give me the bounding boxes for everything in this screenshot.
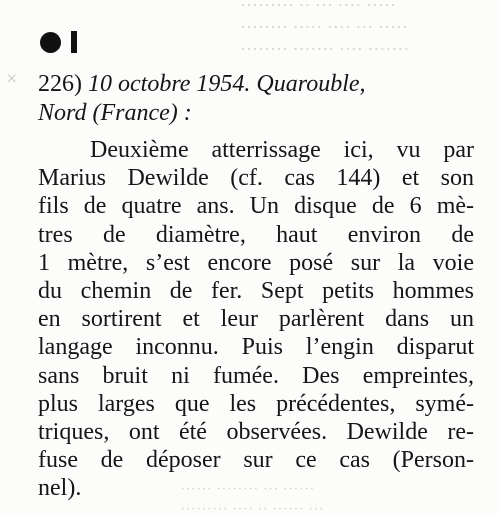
margin-mark-icon: ×: [6, 68, 18, 90]
text-line: en sortirent et leur parlèrent dans un: [38, 306, 474, 333]
case-region: Nord (France) :: [38, 100, 192, 126]
text-line: tres de diamètre, haut environ de: [38, 221, 474, 248]
case-date: 10 octobre 1954.: [88, 71, 251, 97]
case-number: 226): [38, 71, 82, 97]
text-line: triques, ont été observées. Dewilde re-: [38, 419, 474, 446]
text-line: Marius Dewilde (cf. cas 144) et son: [38, 165, 474, 192]
case-description: [38, 136, 474, 503]
text-line: Deuxième atterrissage ici, vu par: [90, 137, 474, 163]
case-heading: [38, 70, 474, 128]
text-line: fils de quatre ans. Un disque de 6 mè-: [38, 193, 474, 220]
text-line: langage inconnu. Puis l’engin disparut: [38, 334, 474, 361]
text-line: fuse de déposer sur ce cas (Person-: [38, 447, 474, 474]
section-marker-icon: [40, 26, 77, 58]
case-place: Quarouble,: [256, 71, 366, 97]
text-line: 1 mètre, s’est encore posé sur la voie: [38, 249, 474, 276]
bleed-through-text: ······ ········ ··· ······ ········· ···· ·· ······ ···: [180, 481, 324, 518]
text-line: plus larges que les précédentes, symé-: [38, 390, 474, 417]
bullet-bar-icon: [71, 31, 77, 53]
text-line: sans bruit ni fumée. Des empreintes,: [38, 362, 474, 389]
bleed-through-text: ········· ·· ··· ···· ····· ········ ····· ···· ··· ····· ········ ······· ···· ·······: [240, 0, 410, 59]
bullet-dot-icon: [40, 32, 61, 53]
text-line: nel).: [38, 475, 82, 502]
text-line: du chemin de fer. Sept petits hommes: [38, 278, 474, 305]
